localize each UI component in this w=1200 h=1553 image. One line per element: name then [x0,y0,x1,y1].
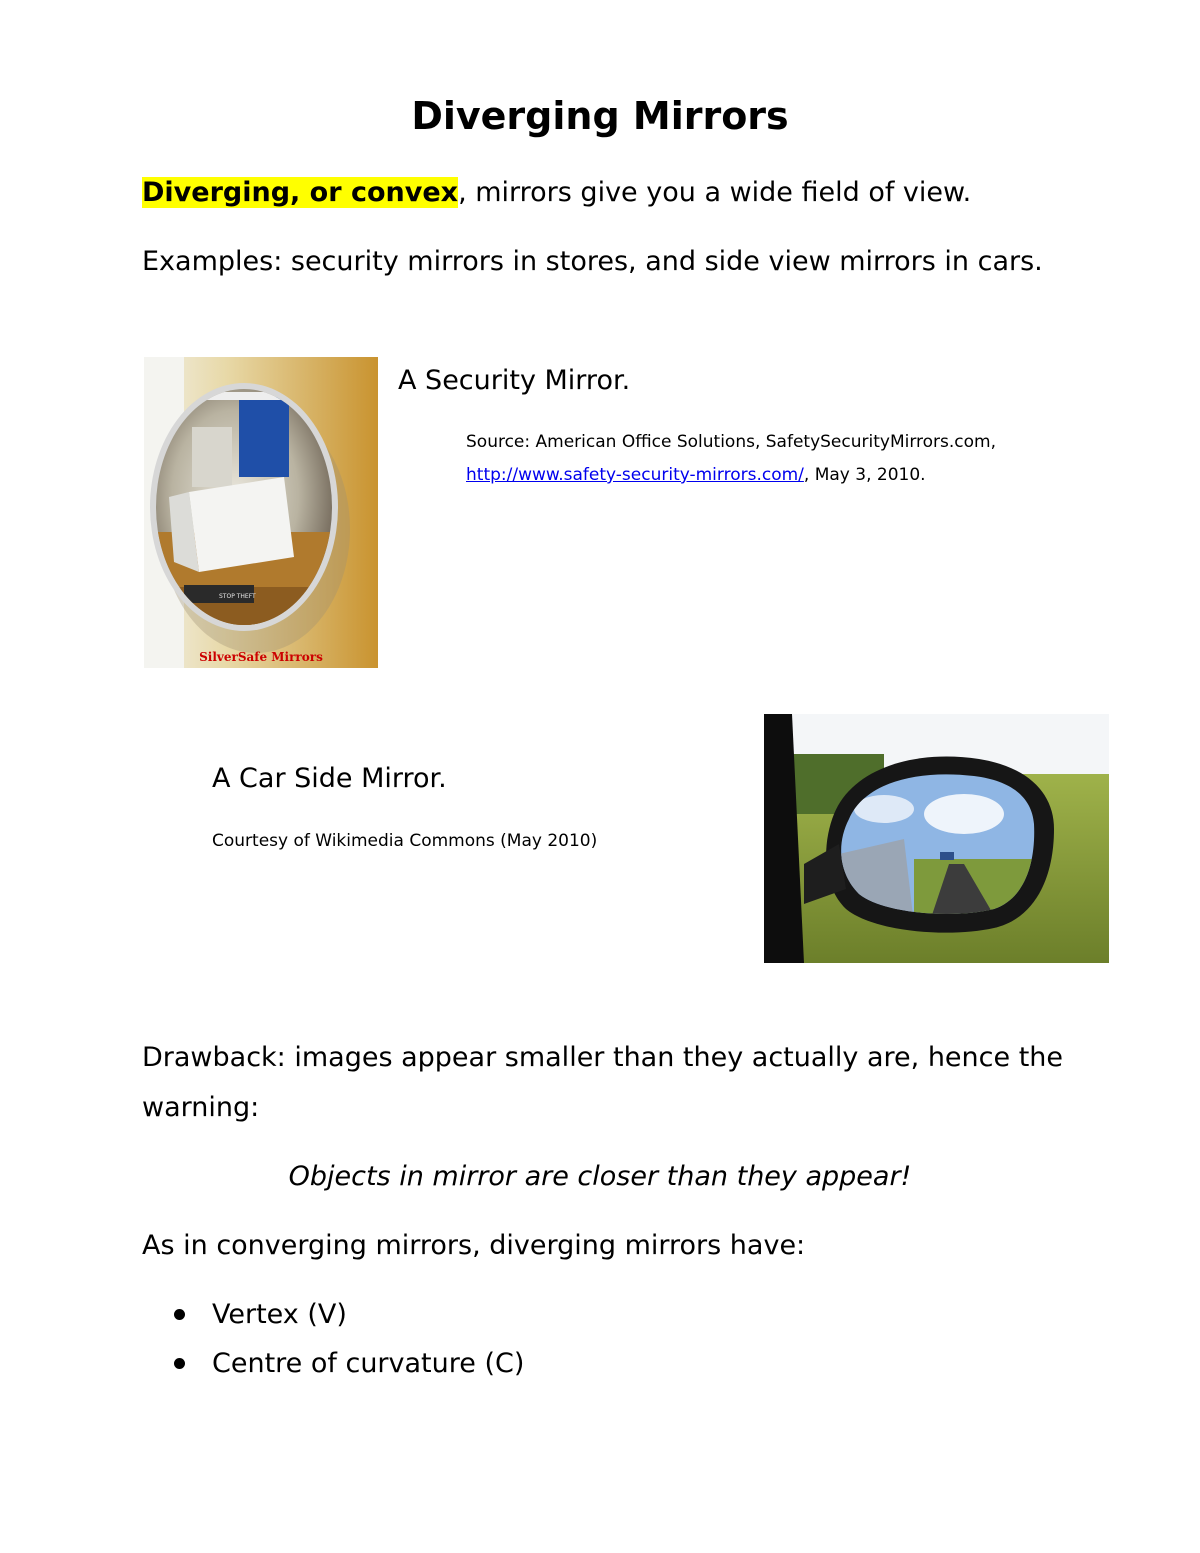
sticker-text: STOP THEFT [219,593,256,600]
car-mirror-courtesy: Courtesy of Wikimedia Commons (May 2010) [212,831,598,851]
source-prefix: Source: American Office Solutions, SafetySecurityMirrors.com, [466,432,997,452]
intro-paragraph [142,168,1062,218]
source-suffix: , May 3, 2010. [803,465,926,485]
converging-paragraph: As in converging mirrors, diverging mirrors have: [142,1230,806,1261]
image-caption: SilverSafe Mirrors [199,650,323,664]
security-mirror-image [144,357,378,668]
intro-rest: , mirrors give you a wide field of view. [458,177,972,208]
security-source [466,426,1026,492]
source-link[interactable]: http://www.safety-security-mirrors.com/ [466,465,804,485]
properties-list [142,1290,524,1388]
list-item: Centre of curvature (C) [142,1339,524,1388]
list-item: Vertex (V) [142,1290,524,1339]
car-side-mirror-image [764,714,1109,963]
security-mirror-title: A Security Mirror. [398,365,631,396]
bullet-icon [174,1358,185,1369]
warning-quote: Objects in mirror are closer than they appear! [288,1161,912,1192]
car-mirror-title: A Car Side Mirror. [212,763,447,794]
highlighted-term: Diverging, or convex [142,177,459,208]
page-title: Diverging Mirrors [411,94,789,138]
examples-paragraph: Examples: security mirrors in stores, and side view mirrors in cars. [142,246,1043,277]
drawback-paragraph: Drawback: images appear smaller than they actually are, hence the warning: [142,1042,1064,1123]
bullet-icon [174,1309,185,1320]
